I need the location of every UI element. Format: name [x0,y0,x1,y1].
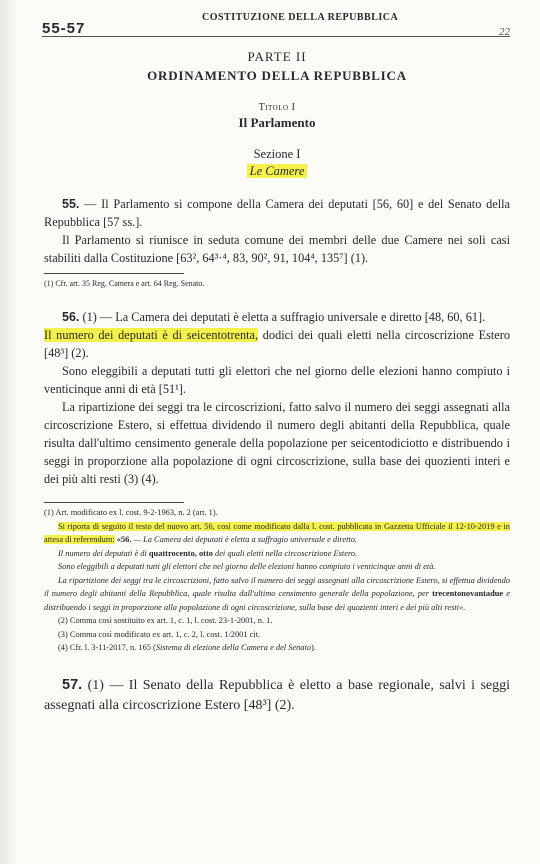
art56-paragraph-3: La ripartizione dei seggi tra le circoscrizioni, fatto salvo il numero dei seggi assegnati alla circoscrizione Estero, si effettua dividendo il numero degli abitanti della Repubblica, quale risulta dall'ultimo censimento generale della popolazione per seicentodiciotto e distribuendo i seggi in proporzione alla popolazione di ogni circoscrizione, sulla base dei quozienti interi e dei più alti resti (3) (4). [44,400,510,486]
fn4-ital: Sistema di elezione della Camera e del Senato [155,643,311,652]
art55-paragraph-1 [44,195,510,231]
footnote-1: (1) Art. modificato ex l. cost. 9-2-1963, n. 2 (art. 1). [44,508,218,517]
art56-number: 56. [62,310,80,324]
heading-sezione: Sezione I [253,147,301,161]
fn-p4-bold: trecentonovantadue [432,589,504,598]
fn-p2-post: dei quali eletti nella circoscrizione Estero. [212,548,358,558]
art57-text: (1) — Il Senato della Repubblica è eletto a base regionale, salvi i seggi assegnati alla circoscrizione Estero [48³] (2). [44,677,511,713]
heading-ordinamento: ORDINAMENTO DELLA REPUBBLICA [147,68,407,83]
footnote-1-new-text [44,520,510,547]
heading-titolo: Titolo I [258,102,296,113]
heading-camere [44,164,510,179]
footnote-new-art-p3: Sono eleggibili a deputati tutti gli elettori che nel giorno delle elezioni hanno compiuto i venticinque anni di età. [58,562,436,571]
art56-paragraph-2: Sono eleggibili a deputati tutti gli elettori che nel giorno delle elezioni hanno compiuto i venticinque anni di età [51¹]. [44,364,510,396]
art56-paragraph-1 [44,308,510,326]
footnote-rule [44,502,184,503]
art56-paragraph-numero [44,326,510,362]
heading-parte: PARTE II [247,49,307,64]
fn-p4-post: e distribuendo i seggi in proporzione alla popolazione di ogni circoscrizione, sulla base dei quozienti interi e dei più alti resti». [44,589,511,612]
fn4-pre: (4) Cfr. l. 3-11-2017, n. 165 ( [58,643,156,652]
footnote-2: (2) Comma così sostituito ex art. 1, c. 1, l. cost. 23-1-2001, n. 1. [58,616,273,625]
footnote-new-art-p2 [44,547,510,561]
art55-text-1: — Il Parlamento si compone della Camera dei deputati [56, 60] e del Senato della Repubblica [57 ss.]. [44,197,510,229]
art55-paragraph-2: Il Parlamento si riunisce in seduta comune dei membri delle due Camere nei soli casi stabiliti dalla Costituzione [63², 64³·⁴, 83, 90², 91, 104⁴, 135⁷] (1). [44,233,510,265]
footnote-new-art-number: «56. [116,535,132,544]
highlighted-camere: Le Camere [247,164,308,178]
art56-intro: (1) — La Camera dei deputati è eletta a suffragio universale e diretto [48, 60, 61]. [82,310,486,324]
fn-p4-pre: La ripartizione dei seggi tra le circoscrizioni, fatto salvo il numero dei seggi assegnati alla circoscrizione Estero, si effettua dividendo il numero degli abitanti della Repubblica, quale risulta dall'ultimo censimento generale della popolazione, per [44,575,510,598]
note-rule [44,273,184,274]
running-title: COSTITUZIONE DELLA REPUBBLICA [202,12,399,23]
art57-paragraph [44,675,510,716]
highlighted-numero-deputati: Il numero dei deputati è di seicentotrenta, [44,328,259,342]
running-head [42,6,510,37]
art55-number: 55. [62,197,80,211]
fn4-post: ). [311,643,316,652]
page-edge-shadow [0,0,18,864]
highlighted-referendum-note: Si riporta di seguito il testo del nuovo art. 56, così come modificato dalla l. cost. pubblicata in Gazzetta Ufficiale il 12-10-2019 e in attesa di referendum: [44,521,510,544]
footnote-3: (3) Comma così modificato ex art. 1, c. 2, l. cost. 1/2001 cit. [58,629,261,639]
page-number: 22 [499,26,510,38]
heading-parlamento: Il Parlamento [238,115,316,130]
art55-note: (1) Cfr. art. 35 Reg. Camera e art. 64 Reg. Senato. [44,279,205,288]
art57-number: 57. [62,676,83,693]
fn-p2-bold: quattrocento, otto [148,548,213,558]
art56-after-highlight: dodici dei quali eletti nella circoscrizione Estero [48³] (2). [44,328,510,360]
fn-p2-pre: Il numero dei deputati è di [58,548,149,558]
footnote-4 [44,641,510,655]
footnote-new-art-text: — La Camera dei deputati è eletta a suffragio universale e diretto. [131,535,358,544]
footnote-new-art-p4 [44,574,510,615]
article-range: 55-57 [42,20,86,37]
